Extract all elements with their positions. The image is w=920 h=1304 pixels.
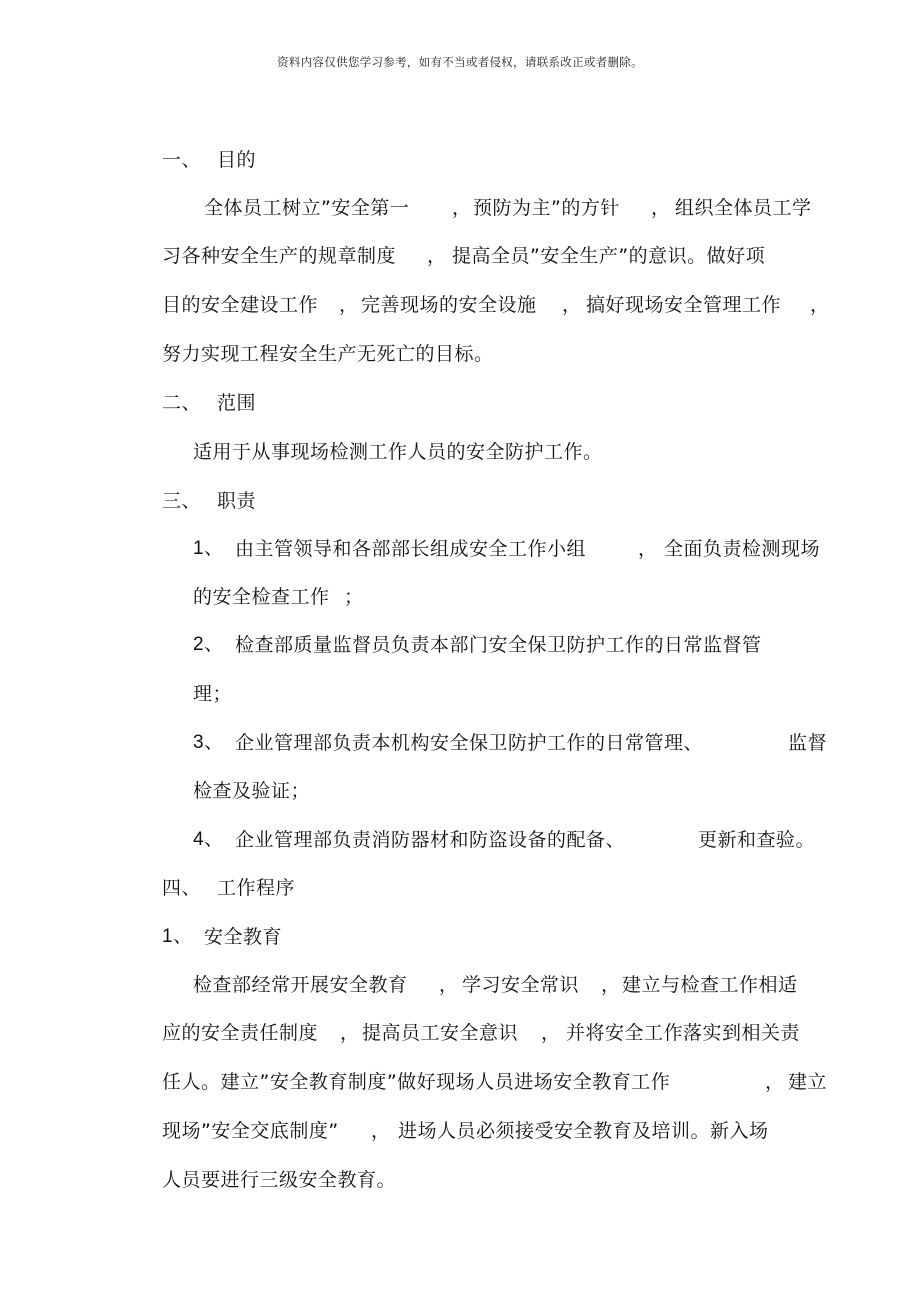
s1-line3-comma3: ， [810,294,830,316]
s4-p4-part1: 现场”安全交底制度” [162,1120,339,1142]
s4-p5: 人员要进行三级安全教育。 [162,1169,397,1191]
s3-item1-part1: 由主管领导和各部部长组成安全工作小组 [235,538,587,560]
s1-line2-comma: ， [427,245,447,267]
s4-p1-part3: 建立与检查工作相适 [622,974,798,996]
s1-line2-part2: 提高全员”安全生产”的意识。做好项 [452,245,766,267]
s3-item3-number: 3、 [193,732,224,753]
s3-item3-part3: 检查及验证； [193,780,311,802]
s1-line1-comma2: ， [651,197,671,219]
s4-p1-comma1: ， [439,974,459,996]
s3-item3-part1: 企业管理部负责本机构安全保卫防护工作的日常管理、 [235,732,704,754]
s4-p1-comma2: ， [601,974,621,996]
s1-line3-part2: 完善现场的安全设施 [361,294,537,316]
s3-item2-part2: 理； [193,683,233,705]
s1-line3-comma1: ， [339,294,359,316]
s3-item1-comma: ， [638,538,658,560]
section-1-title: 目的 [217,149,257,171]
s3-item1-semicolon: ； [344,586,364,608]
section-2-number: 二、 [162,392,202,414]
s1-line3-part3: 搞好现场安全管理工作 [586,294,782,316]
section-2-title: 范围 [217,392,257,414]
s3-item2-part1: 检查部质量监督员负责本部门安全保卫防护工作的日常监督管 [235,634,762,656]
s4-p2-comma1: ， [340,1022,360,1044]
s4-p3-part2: 建立 [788,1071,828,1093]
s4-p4-part2: 进场人员必须接受安全教育及培训。新入场 [398,1120,769,1142]
s4-p2-part1: 应的安全责任制度 [162,1022,319,1044]
header-note: 资料内容仅供您学习参考，如有不当或者侵权，请联系改正或者删除。 [277,55,643,69]
s1-line1-part2: 预防为主”的方针 [473,197,620,219]
s4-p2-part3: 并将安全工作落实到相关责 [566,1022,801,1044]
s4-sub1-title: 安全教育 [204,926,283,948]
s4-p3-part1: 任人。建立”安全教育制度”做好现场人员进场安全教育工作 [162,1071,671,1093]
s1-line2-part1: 习各种安全生产的规章制度 [162,245,397,267]
s3-item1-part2: 全面负责检测现场 [664,538,821,560]
section-4-title: 工作程序 [217,877,296,899]
s3-item3-part2: 监督 [788,732,828,754]
s1-line1-part3: 组织全体员工学 [675,197,812,219]
s3-item2-number: 2、 [193,634,224,655]
s4-p4-comma: ， [371,1120,391,1142]
s3-item1-number: 1、 [193,538,224,559]
s4-p2-part2: 提高员工安全意识 [362,1022,519,1044]
section-3-number: 三、 [162,490,202,512]
s3-item1-part3: 的安全检查工作 [193,586,330,608]
s4-p1-part1: 检查部经常开展安全教育 [193,974,408,996]
s2-line1: 适用于从事现场检测工作人员的安全防护工作。 [193,441,603,463]
s1-line1-part1: 全体员工树立”安全第一 [204,197,410,219]
s4-sub1-number: 1、 [162,926,193,947]
s4-p3-comma: ， [765,1071,785,1093]
section-4-number: 四、 [162,877,202,899]
s4-p1-part2: 学习安全常识 [462,974,580,996]
s1-line3-part1: 目的安全建设工作 [162,294,319,316]
s1-line1-comma1: ， [452,197,472,219]
s4-p2-comma2: ， [541,1022,561,1044]
section-3-title: 职责 [217,490,257,512]
section-1-number: 一、 [162,149,202,171]
s1-line3-comma2: ， [562,294,582,316]
s3-item4-number: 4、 [193,829,224,850]
s3-item4-part1: 企业管理部负责消防器材和防盗设备的配备、 [235,829,626,851]
s1-line4: 努力实现工程安全生产无死亡的目标。 [162,343,494,365]
s3-item4-part2: 更新和查验。 [698,829,816,851]
